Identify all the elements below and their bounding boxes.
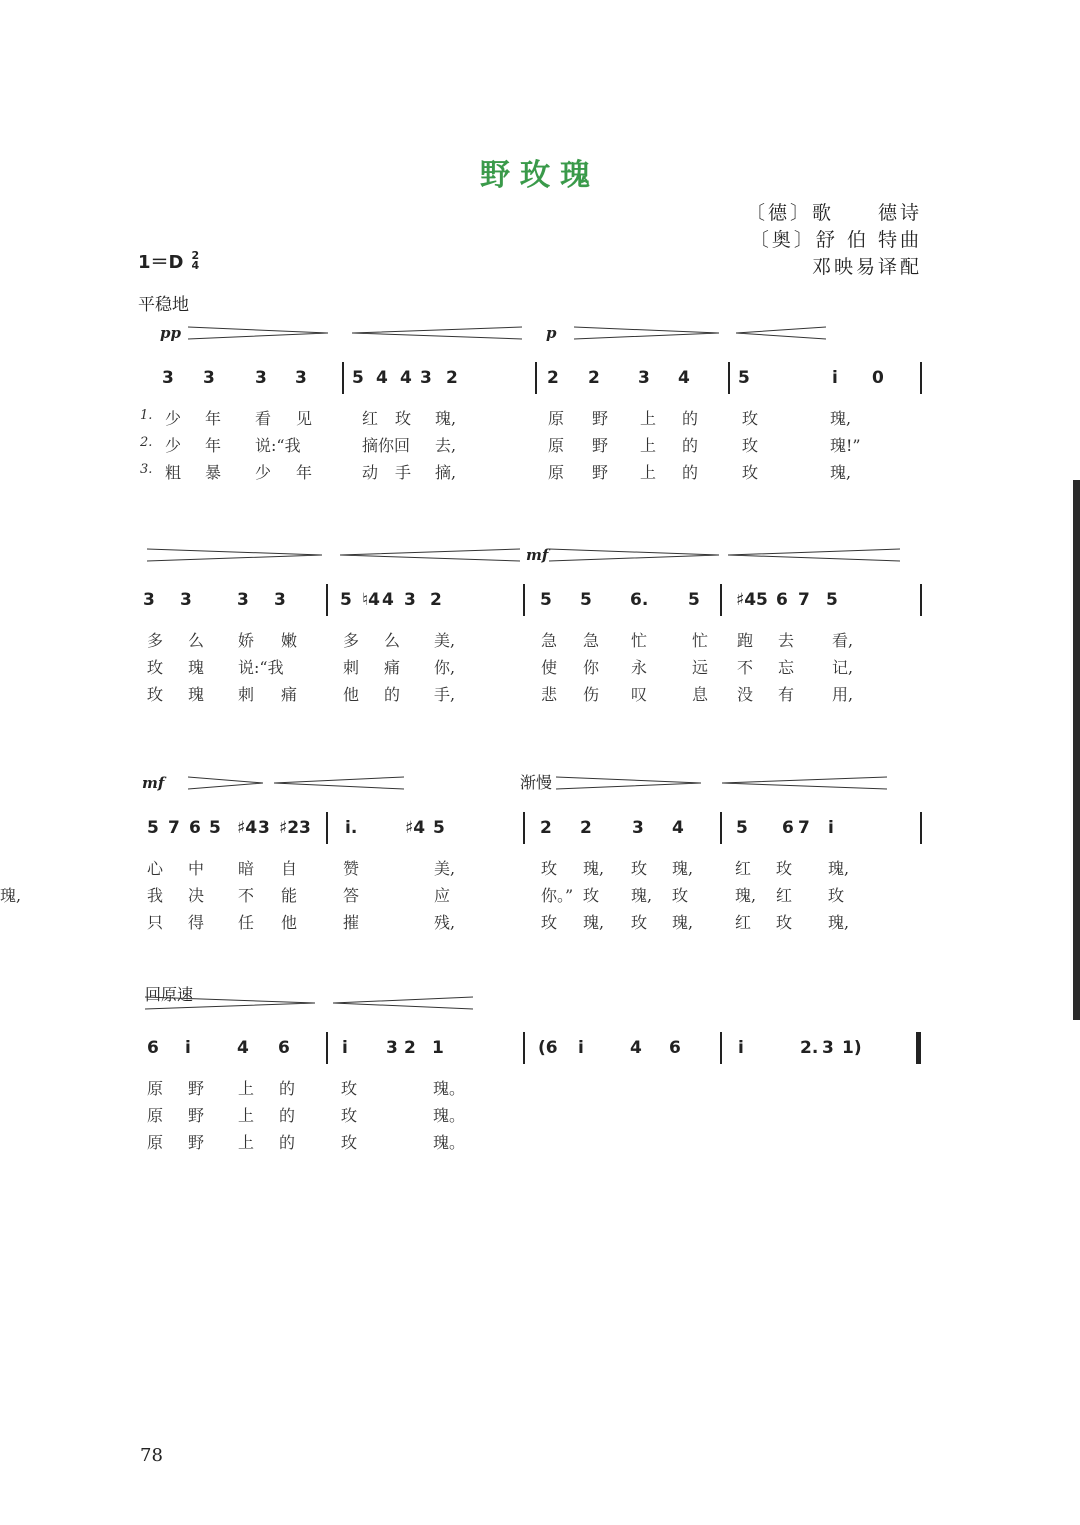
lyric-syllable: 原 <box>147 1079 164 1098</box>
lyric-syllable: 上 <box>238 1133 255 1152</box>
lyric-syllable: 瑰, <box>631 886 653 905</box>
note: 5 <box>540 590 552 610</box>
lyric-syllable: 玫 <box>395 409 412 428</box>
lyric-syllable: 上 <box>640 409 657 428</box>
time-signature: 2 4 <box>191 249 200 272</box>
diminuendo-hairpin <box>549 548 719 562</box>
lyric-syllable: 上 <box>640 463 657 482</box>
lyric-syllable: 年 <box>205 436 222 455</box>
lyric-syllable: 玫 <box>776 913 793 932</box>
diminuendo-hairpin <box>147 548 322 562</box>
lyric-syllable: 红 <box>735 913 752 932</box>
verse-number: 1. <box>140 408 153 423</box>
lyric-syllable: 瑰, <box>828 913 850 932</box>
lyric-syllable: 野 <box>188 1106 205 1125</box>
lyric-syllable: 原 <box>548 436 565 455</box>
lyric-syllable: 上 <box>238 1079 255 1098</box>
lyric-syllable: 粗 <box>165 463 182 482</box>
note: 5 <box>340 590 352 610</box>
bar-line <box>523 812 525 844</box>
lyric-syllable: 不 <box>737 658 754 677</box>
note: i. <box>345 818 358 838</box>
note: 5 <box>736 818 748 838</box>
crescendo-hairpin <box>333 996 473 1010</box>
note: 3 <box>237 590 249 610</box>
lyric-syllable: 中 <box>188 859 205 878</box>
note: 6 <box>189 818 201 838</box>
lyric-syllable: 娇 <box>238 631 255 650</box>
lyric-syllable: 玫 <box>583 886 600 905</box>
lyric-syllable: 玫 <box>541 859 558 878</box>
lyric-syllable: 玫 <box>742 436 759 455</box>
dynamic-mark: pp <box>160 324 181 342</box>
note: 2 <box>430 590 442 610</box>
lyric-syllable: 使 <box>541 658 558 677</box>
lyric-syllable: 瑰 <box>188 658 205 677</box>
lyric-syllable: 玫 <box>341 1133 358 1152</box>
lyric-syllable: 赞 <box>343 859 360 878</box>
lyric-syllable: 玫 <box>631 913 648 932</box>
lyric-syllable: 玫 <box>742 463 759 482</box>
note: i <box>185 1038 191 1058</box>
lyric-syllable: 残, <box>434 913 456 932</box>
diminuendo-hairpin <box>574 326 719 340</box>
lyric-syllable: 瑰。 <box>433 1133 466 1152</box>
note: 3 <box>203 368 215 388</box>
lyric-syllable: 瑰, <box>672 913 694 932</box>
lyric-syllable: 忙 <box>692 631 709 650</box>
lyric-syllable: 他 <box>343 685 360 704</box>
lyric-syllable: 瑰。 <box>433 1079 466 1098</box>
composer-credit: 〔奥〕舒 伯 特曲 <box>749 229 922 251</box>
key-signature <box>138 248 199 274</box>
note: 3 <box>299 818 311 838</box>
lyric-syllable: 看 <box>255 409 272 428</box>
note: 3 <box>632 818 644 838</box>
lyric-syllable: 刺 <box>343 658 360 677</box>
lyric-syllable: 摘你回 <box>362 436 411 455</box>
lyric-syllable: 瑰!” <box>830 436 861 455</box>
note: ♮4 <box>362 590 380 610</box>
lyric-syllable: 的 <box>279 1079 296 1098</box>
lyric-syllable: 么 <box>384 631 401 650</box>
lyric-syllable: 暴 <box>205 463 222 482</box>
lyric-syllable: 用, <box>832 685 854 704</box>
bar-line <box>326 1032 328 1064</box>
song-title: 野玫瑰 <box>480 158 600 193</box>
lyric-syllable: 自 <box>281 859 298 878</box>
bar-line <box>535 362 537 394</box>
lyric-syllable: 痛 <box>384 658 401 677</box>
lyric-syllable: 瑰, <box>0 886 22 905</box>
lyric-syllable: 瑰。 <box>433 1106 466 1125</box>
note: 3 <box>180 590 192 610</box>
lyric-syllable: 红 <box>776 886 793 905</box>
lyric-syllable: 玫 <box>341 1106 358 1125</box>
note: 3 <box>295 368 307 388</box>
dynamic-mark: mf <box>526 546 549 564</box>
diminuendo-hairpin <box>188 776 263 790</box>
note: 3 <box>274 590 286 610</box>
lyric-syllable: 悲 <box>541 685 558 704</box>
note: 6 <box>278 1038 290 1058</box>
lyric-syllable: 永 <box>631 658 648 677</box>
note: 2 <box>580 818 592 838</box>
dynamic-mark: p <box>546 324 557 342</box>
lyric-syllable: 年 <box>296 463 313 482</box>
lyric-syllable: 息 <box>692 685 709 704</box>
bar-line <box>728 362 730 394</box>
note: 3 <box>162 368 174 388</box>
lyric-syllable: 的 <box>682 409 699 428</box>
note: 3 <box>404 590 416 610</box>
lyric-syllable: 玫 <box>541 913 558 932</box>
bar-line <box>920 812 922 844</box>
lyric-syllable: 野 <box>188 1133 205 1152</box>
crescendo-hairpin <box>352 326 522 340</box>
lyric-syllable: 跑 <box>737 631 754 650</box>
lyric-syllable: 去, <box>435 436 457 455</box>
bar-line <box>920 362 922 394</box>
note: ♯4 <box>736 590 757 610</box>
note: 6 <box>776 590 788 610</box>
lyric-syllable: 少 <box>165 436 182 455</box>
lyric-syllable: 野 <box>592 436 609 455</box>
lyric-syllable: 你。” <box>541 886 574 905</box>
note: 5 <box>433 818 445 838</box>
lyric-syllable: 玫 <box>828 886 845 905</box>
lyric-syllable: 任 <box>238 913 255 932</box>
tempo-change-marking: 渐慢 <box>520 773 553 792</box>
lyric-syllable: 原 <box>548 409 565 428</box>
lyric-syllable: 的 <box>279 1106 296 1125</box>
tempo-change-marking: 回原速 <box>145 985 194 1004</box>
lyric-syllable: 说:“我 <box>255 436 301 455</box>
bar-line <box>920 584 922 616</box>
lyric-syllable: 玫 <box>742 409 759 428</box>
lyric-syllable: 红 <box>735 859 752 878</box>
lyric-syllable: 手, <box>434 685 456 704</box>
lyric-syllable: 我 <box>147 886 164 905</box>
lyric-syllable: 瑰, <box>583 859 605 878</box>
lyric-syllable: 见 <box>296 409 313 428</box>
page-number: 78 <box>140 1445 163 1466</box>
lyric-syllable: 瑰, <box>830 409 852 428</box>
note: 1) <box>842 1038 862 1058</box>
note: 5 <box>147 818 159 838</box>
lyric-syllable: 美, <box>434 859 456 878</box>
note: 4 <box>400 368 412 388</box>
note: ♯4 <box>405 818 426 838</box>
lyric-syllable: 得 <box>188 913 205 932</box>
note: 7 <box>168 818 180 838</box>
lyric-syllable: 伤 <box>583 685 600 704</box>
lyric-syllable: 玫 <box>341 1079 358 1098</box>
note: 4 <box>237 1038 249 1058</box>
note: 6 <box>782 818 794 838</box>
diminuendo-hairpin <box>145 996 315 1010</box>
lyric-syllable: 急 <box>583 631 600 650</box>
lyric-syllable: 野 <box>592 409 609 428</box>
lyric-syllable: 急 <box>541 631 558 650</box>
lyric-syllable: 记, <box>832 658 854 677</box>
lyric-syllable: 他 <box>281 913 298 932</box>
lyric-syllable: 上 <box>238 1106 255 1125</box>
lyric-syllable: 美, <box>434 631 456 650</box>
note: 3 <box>420 368 432 388</box>
page-edge-tab <box>1073 480 1080 1020</box>
crescendo-hairpin <box>274 776 404 790</box>
crescendo-hairpin <box>722 776 887 790</box>
lyric-syllable: 远 <box>692 658 709 677</box>
bar-line <box>720 1032 722 1064</box>
lyric-syllable: 少 <box>255 463 272 482</box>
lyric-syllable: 不 <box>238 886 255 905</box>
note: i <box>832 368 838 388</box>
note: 7 <box>798 590 810 610</box>
note: 3 <box>143 590 155 610</box>
lyric-syllable: 玫 <box>776 859 793 878</box>
credits <box>746 200 922 281</box>
key-label: 1＝D <box>138 252 184 273</box>
note: 5 <box>580 590 592 610</box>
dynamic-mark: mf <box>142 774 165 792</box>
lyric-syllable: 没 <box>737 685 754 704</box>
lyric-syllable: 少 <box>165 409 182 428</box>
lyric-syllable: 玫 <box>147 658 164 677</box>
note: 7 <box>798 818 810 838</box>
lyric-syllable: 红 <box>362 409 379 428</box>
lyric-syllable: 的 <box>682 436 699 455</box>
lyric-syllable: 暗 <box>238 859 255 878</box>
note: 6. <box>630 590 649 610</box>
note: 3 <box>258 818 270 838</box>
note: 6 <box>669 1038 681 1058</box>
note: 2 <box>540 818 552 838</box>
lyric-syllable: 痛 <box>281 685 298 704</box>
note: ♯2 <box>279 818 300 838</box>
verse-number: 3. <box>140 462 153 477</box>
lyric-syllable: 年 <box>205 409 222 428</box>
lyric-syllable: 有 <box>778 685 795 704</box>
lyric-syllable: 你, <box>434 658 456 677</box>
note: i <box>738 1038 744 1058</box>
bar-line <box>523 584 525 616</box>
note: 2 <box>547 368 559 388</box>
lyric-syllable: 瑰, <box>735 886 757 905</box>
lyric-syllable: 野 <box>592 463 609 482</box>
lyric-syllable: 你 <box>583 658 600 677</box>
note: 4 <box>672 818 684 838</box>
note: 5 <box>826 590 838 610</box>
note: i <box>578 1038 584 1058</box>
bar-line <box>326 812 328 844</box>
lyric-syllable: 应 <box>434 886 451 905</box>
lyric-syllable: 手 <box>395 463 412 482</box>
lyric-syllable: 动 <box>362 463 379 482</box>
lyricist-credit: 〔德〕歌 德诗 <box>745 202 922 224</box>
lyric-syllable: 么 <box>188 631 205 650</box>
note: 2. <box>800 1038 819 1058</box>
note: 3 <box>638 368 650 388</box>
note: 6 <box>147 1038 159 1058</box>
note: (6 <box>538 1038 558 1058</box>
lyric-syllable: 瑰, <box>435 409 457 428</box>
note: 5 <box>209 818 221 838</box>
lyric-syllable: 原 <box>147 1133 164 1152</box>
note: 4 <box>382 590 394 610</box>
lyric-syllable: 多 <box>147 631 164 650</box>
note: i <box>342 1038 348 1058</box>
note: 4 <box>630 1038 642 1058</box>
lyric-syllable: 忙 <box>631 631 648 650</box>
bar-line <box>342 362 344 394</box>
lyric-syllable: 的 <box>279 1133 296 1152</box>
lyric-syllable: 的 <box>682 463 699 482</box>
note: 0 <box>872 368 884 388</box>
lyric-syllable: 野 <box>188 1079 205 1098</box>
note: 1 <box>432 1038 444 1058</box>
lyric-syllable: 瑰, <box>830 463 852 482</box>
tempo-marking: 平稳地 <box>138 295 189 315</box>
lyric-syllable: 决 <box>188 886 205 905</box>
note: 2 <box>404 1038 416 1058</box>
lyric-syllable: 瑰, <box>583 913 605 932</box>
lyric-syllable: 摧 <box>343 913 360 932</box>
lyric-syllable: 瑰 <box>188 685 205 704</box>
lyric-syllable: 刺 <box>238 685 255 704</box>
bar-line <box>720 584 722 616</box>
lyric-syllable: 玫 <box>631 859 648 878</box>
bar-line <box>523 1032 525 1064</box>
lyric-syllable: 的 <box>384 685 401 704</box>
note: 3 <box>255 368 267 388</box>
lyric-syllable: 说:“我 <box>238 658 284 677</box>
diminuendo-hairpin <box>188 326 328 340</box>
note: i <box>828 818 834 838</box>
lyric-syllable: 去 <box>778 631 795 650</box>
note: 4 <box>678 368 690 388</box>
lyric-syllable: 答 <box>343 886 360 905</box>
lyric-syllable: 只 <box>147 913 164 932</box>
lyric-syllable: 嫩 <box>281 631 298 650</box>
crescendo-hairpin <box>728 548 900 562</box>
bar-line <box>326 584 328 616</box>
note: 2 <box>446 368 458 388</box>
bar-line <box>720 812 722 844</box>
final-bar-line <box>916 1032 921 1064</box>
lyric-syllable: 原 <box>548 463 565 482</box>
lyric-syllable: 玫 <box>672 886 689 905</box>
note: 5 <box>352 368 364 388</box>
diminuendo-hairpin <box>556 776 701 790</box>
note: 4 <box>376 368 388 388</box>
crescendo-hairpin <box>736 326 826 340</box>
note: 2 <box>588 368 600 388</box>
lyric-syllable: 心 <box>147 859 164 878</box>
lyric-syllable: 瑰, <box>828 859 850 878</box>
crescendo-hairpin <box>340 548 520 562</box>
note: 5 <box>756 590 768 610</box>
lyric-syllable: 瑰, <box>672 859 694 878</box>
note: ♯4 <box>237 818 258 838</box>
translator-credit: 邓映易译配 <box>811 256 922 278</box>
note: 3 <box>822 1038 834 1058</box>
note: 3 <box>386 1038 398 1058</box>
lyric-syllable: 看, <box>832 631 854 650</box>
lyric-syllable: 摘, <box>435 463 457 482</box>
lyric-syllable: 玫 <box>147 685 164 704</box>
lyric-syllable: 原 <box>147 1106 164 1125</box>
lyric-syllable: 上 <box>640 436 657 455</box>
lyric-syllable: 叹 <box>631 685 648 704</box>
verse-number: 2. <box>140 435 153 450</box>
note: 5 <box>738 368 750 388</box>
lyric-syllable: 多 <box>343 631 360 650</box>
lyric-syllable: 忘 <box>778 658 795 677</box>
note: 5 <box>688 590 700 610</box>
lyric-syllable: 能 <box>281 886 298 905</box>
